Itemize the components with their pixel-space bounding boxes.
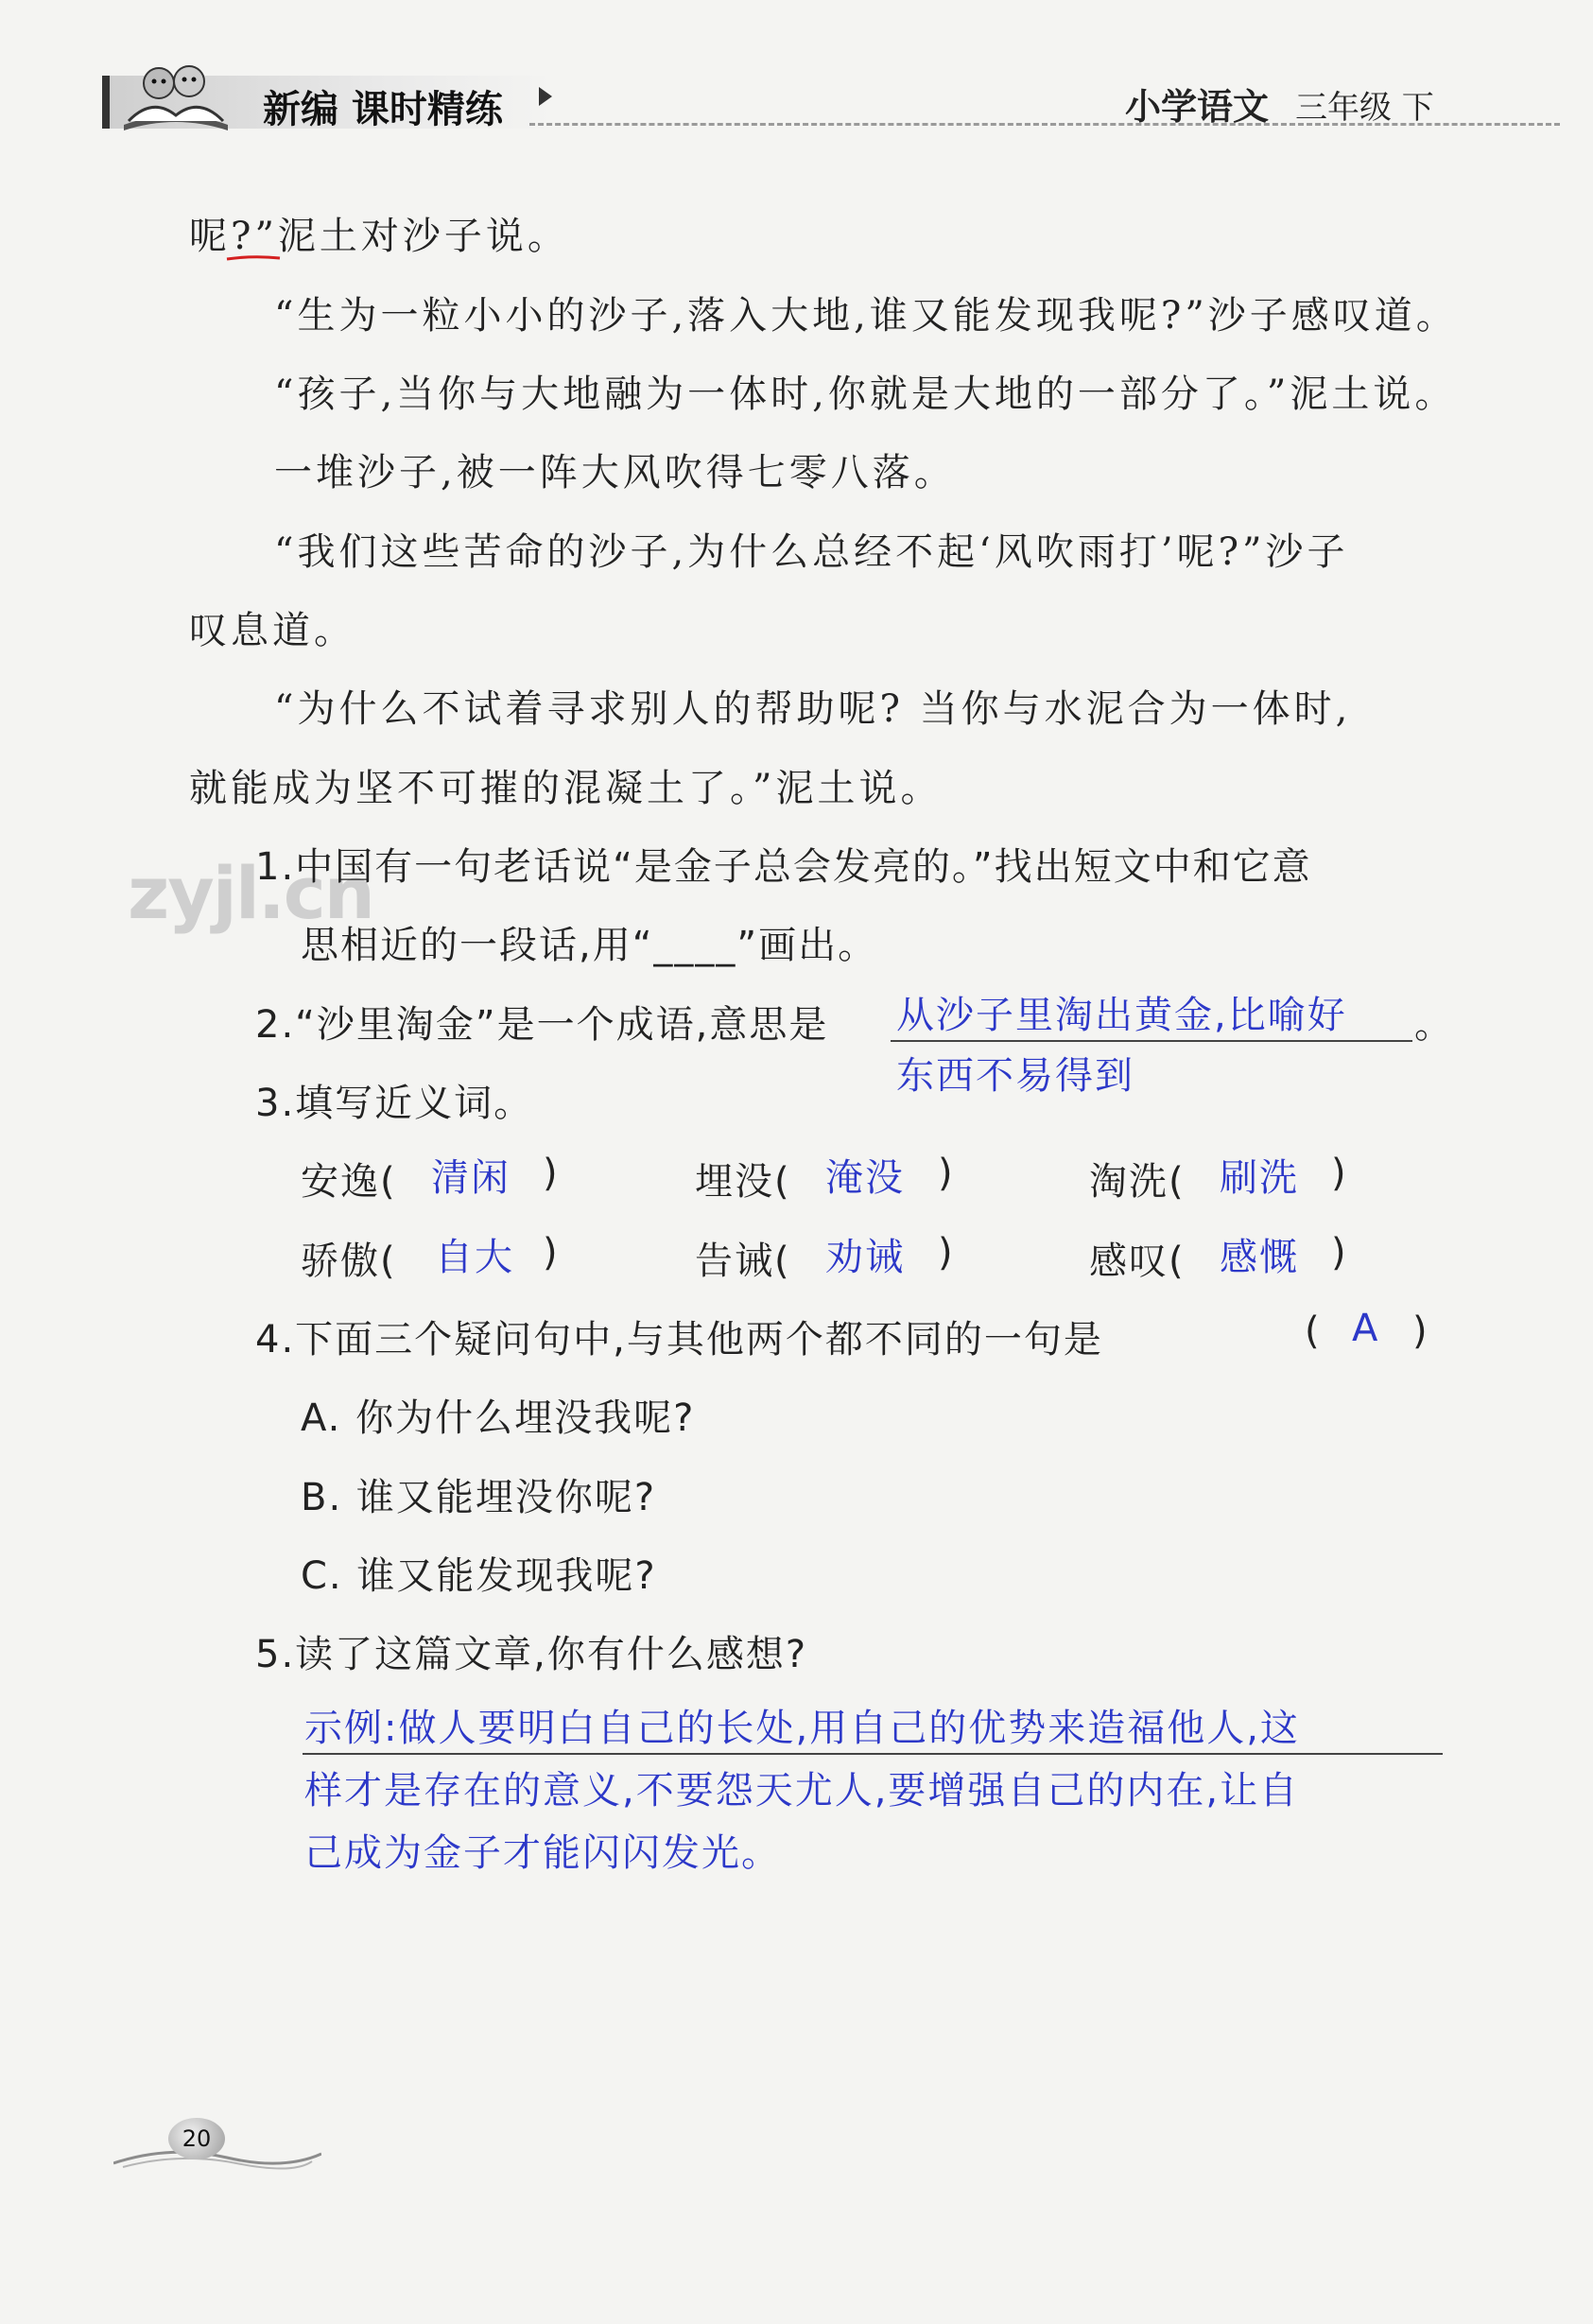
option-a: A. 你为什么埋没我呢?: [301, 1396, 696, 1440]
synonym-close: ): [543, 1152, 560, 1195]
synonym-word: 埋没(: [695, 1160, 791, 1204]
watermark: zyjl.cn: [128, 851, 373, 935]
question-4-answer: A: [1352, 1307, 1380, 1350]
book-mascot-icon: [119, 59, 233, 134]
answer-bracket-close: ): [1412, 1309, 1429, 1353]
question-3-prompt: 3.填写近义词。: [255, 1082, 534, 1125]
passage-line: 呢?”泥土对沙子说。: [189, 215, 569, 258]
question-5-answer-line: 示例:做人要明白自己的长处,用自己的优势来造福他人,这: [304, 1707, 1300, 1750]
passage-line: “为什么不试着寻求别人的帮助呢? 当你与水泥合为一体时,: [274, 687, 1352, 731]
synonym-word: 淘洗(: [1089, 1160, 1186, 1204]
synonym-answer: 劝诫: [825, 1236, 905, 1279]
synonym-answer: 感慨: [1220, 1236, 1299, 1279]
question-5-answer-line: 样才是存在的意义,不要怨天尤人,要增强自己的内在,让自: [304, 1769, 1300, 1812]
question-5-prompt: 5.读了这篇文章,你有什么感想?: [255, 1633, 808, 1676]
question-2-answer: 从沙子里淘出黄金,比喻好: [896, 994, 1347, 1037]
page-number-badge: [168, 2118, 225, 2159]
synonym-close: ): [938, 1152, 955, 1195]
question-2-end-mark: 。: [1414, 1003, 1454, 1047]
header-divider: [529, 123, 1560, 126]
answer-bracket-open: (: [1305, 1309, 1322, 1353]
question-4-prompt: 4.下面三个疑问句中,与其他两个都不同的一句是: [255, 1318, 1103, 1361]
synonym-answer: 清闲: [431, 1156, 511, 1200]
option-c: C. 谁又能发现我呢?: [301, 1554, 657, 1598]
synonym-close: ): [938, 1231, 955, 1275]
passage-line: “生为一粒小小的沙子,落入大地,谁又能发现我呢?”沙子感叹道。: [274, 294, 1458, 338]
question-2-answer: 东西不易得到: [896, 1054, 1134, 1098]
option-b: B. 谁又能埋没你呢?: [301, 1476, 657, 1519]
synonym-close: ): [1331, 1152, 1348, 1195]
synonym-close: ): [543, 1231, 560, 1275]
red-underline-mark: [225, 253, 282, 263]
synonym-answer: 自大: [435, 1236, 514, 1279]
passage-line: “我们这些苦命的沙子,为什么总经不起‘风吹雨打’呢?”沙子: [274, 530, 1349, 574]
subject-label: 小学语文: [1125, 86, 1270, 128]
answer-line: [303, 1753, 1443, 1755]
synonym-word: 骄傲(: [301, 1240, 397, 1283]
passage-line: 一堆沙子,被一阵大风吹得七零八落。: [274, 451, 956, 494]
answer-line: [891, 1040, 1412, 1042]
header-arrow-icon: [539, 87, 552, 106]
passage-line: “孩子,当你与大地融为一体时,你就是大地的一部分了。”泥土说。: [274, 373, 1457, 416]
question-1-line: 1.中国有一句老话说“是金子总会发亮的。”找出短文中和它意: [255, 845, 1312, 889]
synonym-answer: 刷洗: [1220, 1156, 1299, 1200]
question-2-prompt: 2.“沙里淘金”是一个成语,意思是: [255, 1003, 829, 1047]
passage-line: 就能成为坚不可摧的混凝土了。”泥土说。: [189, 767, 943, 810]
page-number: 20: [182, 2125, 212, 2152]
synonym-word: 感叹(: [1089, 1240, 1186, 1283]
passage-line: 叹息道。: [189, 609, 355, 652]
grade-label: 三年级 下: [1295, 89, 1434, 127]
question-1-line: 思相近的一段话,用“____”画出。: [301, 924, 878, 967]
header-logo: [102, 59, 546, 138]
synonym-word: 安逸(: [301, 1160, 397, 1204]
synonym-close: ): [1331, 1231, 1348, 1275]
series-title: 新编 课时精练: [263, 88, 503, 131]
synonym-answer: 淹没: [825, 1156, 905, 1200]
question-5-answer-line: 己成为金子才能闪闪发光。: [304, 1831, 781, 1875]
synonym-word: 告诫(: [695, 1240, 791, 1283]
